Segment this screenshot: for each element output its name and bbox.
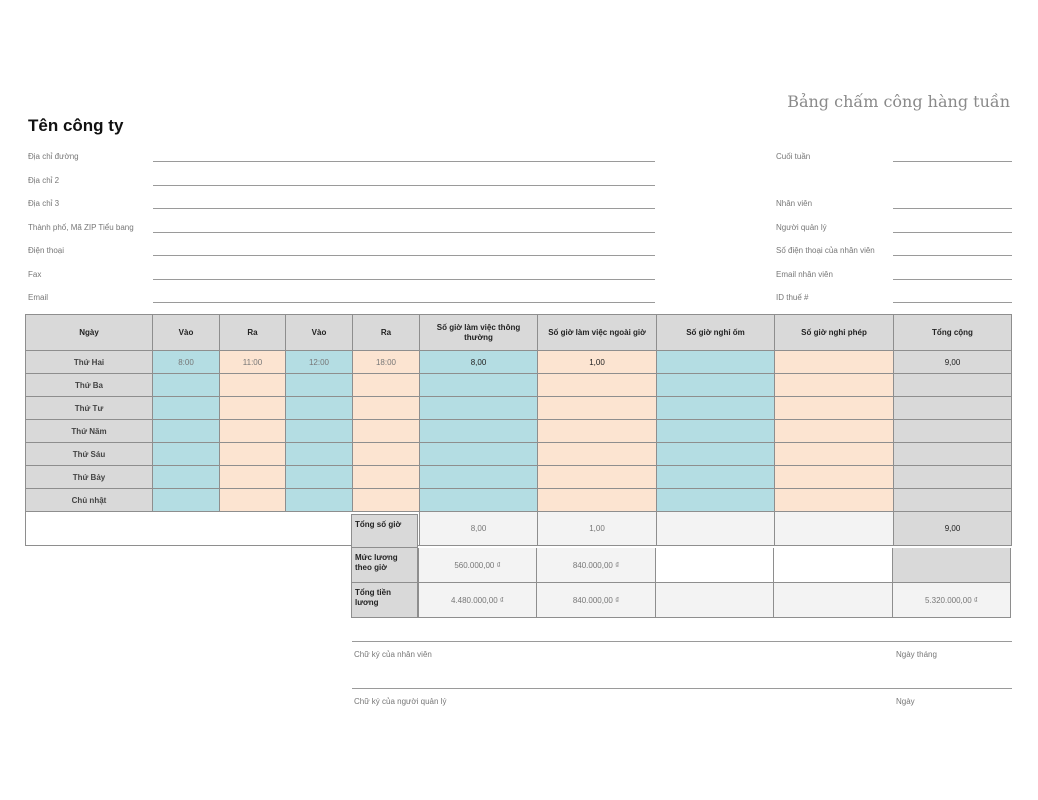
table-row <box>26 443 1012 466</box>
out-1-cell[interactable] <box>220 466 286 489</box>
manager-signature-label: Chữ ký của người quản lý <box>354 697 447 706</box>
pay-total: 5.320.000,00 ₫ <box>893 583 1011 618</box>
in-2-cell[interactable] <box>286 374 353 397</box>
table-row <box>26 489 1012 512</box>
in-2-cell[interactable] <box>286 466 353 489</box>
total-pay-label: Tổng tiền lương <box>351 583 418 618</box>
col-overtime-hours: Số giờ làm việc ngoài giờ <box>538 315 657 351</box>
summary-labels <box>351 514 418 618</box>
total-overtime-hours: 1,00 <box>538 512 657 546</box>
in-1-cell[interactable] <box>153 397 220 420</box>
col-out-2: Ra <box>353 315 420 351</box>
total-cell <box>894 374 1012 397</box>
fax-field[interactable] <box>153 279 655 280</box>
in-2-cell[interactable] <box>286 443 353 466</box>
rate-pay-block <box>418 548 1011 618</box>
pay-vacation <box>774 583 893 618</box>
col-vacation-hours: Số giờ nghỉ phép <box>775 315 894 351</box>
timesheet-table <box>25 314 1012 546</box>
manager-signature-line[interactable] <box>352 688 1012 689</box>
document-title: Bảng chấm công hàng tuần <box>787 92 1010 111</box>
day-cell: Thứ Ba <box>26 374 153 397</box>
col-regular-hours: Số giờ làm việc thông thường <box>420 315 538 351</box>
employee-phone-label: Số điện thoại của nhân viên <box>776 246 875 255</box>
regular-hours-cell[interactable] <box>420 489 538 512</box>
vacation-hours-cell[interactable] <box>775 466 894 489</box>
total-cell <box>894 420 1012 443</box>
regular-hours-cell[interactable]: 8,00 <box>420 351 538 374</box>
regular-hours-cell[interactable] <box>420 443 538 466</box>
col-in-2: Vào <box>286 315 353 351</box>
in-2-cell[interactable] <box>286 420 353 443</box>
overtime-hours-cell[interactable] <box>538 443 657 466</box>
street-address-field[interactable] <box>153 161 655 162</box>
tax-id-field[interactable] <box>893 302 1012 303</box>
vacation-hours-cell[interactable] <box>775 397 894 420</box>
city-zip-state-field[interactable] <box>153 232 655 233</box>
out-1-cell[interactable] <box>220 397 286 420</box>
manager-label: Người quản lý <box>776 223 827 232</box>
in-1-cell[interactable] <box>153 466 220 489</box>
sick-hours-cell[interactable] <box>657 489 775 512</box>
total-hours-label: Tổng số giờ <box>351 514 418 548</box>
out-1-cell[interactable] <box>220 374 286 397</box>
out-2-cell[interactable] <box>353 466 420 489</box>
manager-date-label: Ngày <box>896 697 915 706</box>
phone-field[interactable] <box>153 255 655 256</box>
total-cell <box>894 489 1012 512</box>
vacation-hours-cell[interactable] <box>775 351 894 374</box>
pay-regular: 4.480.000,00 ₫ <box>418 583 537 618</box>
day-cell: Thứ Năm <box>26 420 153 443</box>
day-cell: Chủ nhật <box>26 489 153 512</box>
total-sick-hours <box>657 512 775 546</box>
overtime-hours-cell[interactable] <box>538 374 657 397</box>
employee-label: Nhân viên <box>776 199 813 208</box>
total-cell <box>894 443 1012 466</box>
address-3-label: Địa chỉ 3 <box>28 199 60 208</box>
total-hours-row <box>26 512 1012 546</box>
regular-hours-cell[interactable] <box>420 397 538 420</box>
address-2-label: Địa chỉ 2 <box>28 176 60 185</box>
out-2-cell[interactable] <box>353 374 420 397</box>
out-1-cell[interactable] <box>220 443 286 466</box>
table-row <box>26 351 1012 374</box>
pay-overtime: 840.000,00 ₫ <box>537 583 656 618</box>
sick-hours-cell[interactable] <box>657 351 775 374</box>
tax-id-label: ID thuế # <box>776 293 809 302</box>
in-2-cell[interactable]: 12:00 <box>286 351 353 374</box>
col-out-1: Ra <box>220 315 286 351</box>
rate-overtime[interactable]: 840.000,00 ₫ <box>537 548 656 583</box>
day-cell: Thứ Bảy <box>26 466 153 489</box>
in-1-cell[interactable] <box>153 443 220 466</box>
employee-date-label: Ngày tháng <box>896 650 937 659</box>
sick-hours-cell[interactable] <box>657 420 775 443</box>
col-total: Tổng cộng <box>894 315 1012 351</box>
total-cell <box>894 466 1012 489</box>
email-field[interactable] <box>153 302 655 303</box>
employee-field[interactable] <box>893 208 1012 209</box>
manager-field[interactable] <box>893 232 1012 233</box>
sick-hours-cell[interactable] <box>657 397 775 420</box>
col-day: Ngày <box>26 315 153 351</box>
phone-label: Điện thoại <box>28 246 65 255</box>
employee-email-field[interactable] <box>893 279 1012 280</box>
hourly-rate-label: Mức lương theo giờ <box>351 548 418 583</box>
sick-hours-cell[interactable] <box>657 374 775 397</box>
total-hours-grand: 9,00 <box>894 512 1012 546</box>
out-2-cell[interactable] <box>353 397 420 420</box>
employee-signature-line[interactable] <box>352 641 1012 642</box>
employee-email-label: Email nhân viên <box>776 270 833 279</box>
out-2-cell[interactable] <box>353 489 420 512</box>
sick-hours-cell[interactable] <box>657 466 775 489</box>
overtime-hours-cell[interactable] <box>538 420 657 443</box>
regular-hours-cell[interactable] <box>420 466 538 489</box>
col-sick-hours: Số giờ nghỉ ốm <box>657 315 775 351</box>
rate-vacation[interactable] <box>774 548 893 583</box>
total-cell: 9,00 <box>894 351 1012 374</box>
table-row <box>26 420 1012 443</box>
col-in-1: Vào <box>153 315 220 351</box>
in-2-cell[interactable] <box>286 489 353 512</box>
overtime-hours-cell[interactable] <box>538 466 657 489</box>
vacation-hours-cell[interactable] <box>775 443 894 466</box>
regular-hours-cell[interactable] <box>420 420 538 443</box>
out-1-cell[interactable]: 11:00 <box>220 351 286 374</box>
total-vacation-hours <box>775 512 894 546</box>
week-ending-label: Cuối tuần <box>776 152 811 161</box>
out-2-cell[interactable]: 18:00 <box>353 351 420 374</box>
out-1-cell[interactable] <box>220 420 286 443</box>
rate-regular[interactable]: 560.000,00 ₫ <box>418 548 537 583</box>
address-2-field[interactable] <box>153 185 655 186</box>
street-address-label: Địa chỉ đường <box>28 152 79 161</box>
overtime-hours-cell[interactable] <box>538 397 657 420</box>
table-row <box>26 397 1012 420</box>
out-1-cell[interactable] <box>220 489 286 512</box>
day-cell: Thứ Hai <box>26 351 153 374</box>
in-1-cell[interactable] <box>153 420 220 443</box>
email-label: Email <box>28 293 49 302</box>
table-row <box>26 466 1012 489</box>
address-3-field[interactable] <box>153 208 655 209</box>
company-name[interactable]: Tên công ty <box>28 116 124 135</box>
overtime-hours-cell[interactable] <box>538 489 657 512</box>
out-2-cell[interactable] <box>353 443 420 466</box>
fax-label: Fax <box>28 270 42 279</box>
pay-sick <box>656 583 774 618</box>
employee-phone-field[interactable] <box>893 255 1012 256</box>
employee-signature-label: Chữ ký của nhân viên <box>354 650 432 659</box>
vacation-hours-cell[interactable] <box>775 489 894 512</box>
table-header-row <box>26 315 1012 351</box>
overtime-hours-cell[interactable]: 1,00 <box>538 351 657 374</box>
sick-hours-cell[interactable] <box>657 443 775 466</box>
rate-sick[interactable] <box>656 548 774 583</box>
total-cell <box>894 397 1012 420</box>
week-ending-field[interactable] <box>893 161 1012 162</box>
in-1-cell[interactable] <box>153 374 220 397</box>
regular-hours-cell[interactable] <box>420 374 538 397</box>
day-cell: Thứ Sáu <box>26 443 153 466</box>
vacation-hours-cell[interactable] <box>775 420 894 443</box>
day-cell: Thứ Tư <box>26 397 153 420</box>
city-zip-state-label: Thành phố, Mã ZIP Tiểu bang <box>28 223 134 232</box>
total-regular-hours: 8,00 <box>420 512 538 546</box>
out-2-cell[interactable] <box>353 420 420 443</box>
vacation-hours-cell[interactable] <box>775 374 894 397</box>
table-row <box>26 374 1012 397</box>
in-1-cell[interactable]: 8:00 <box>153 351 220 374</box>
rate-total <box>893 548 1011 583</box>
in-2-cell[interactable] <box>286 397 353 420</box>
in-1-cell[interactable] <box>153 489 220 512</box>
